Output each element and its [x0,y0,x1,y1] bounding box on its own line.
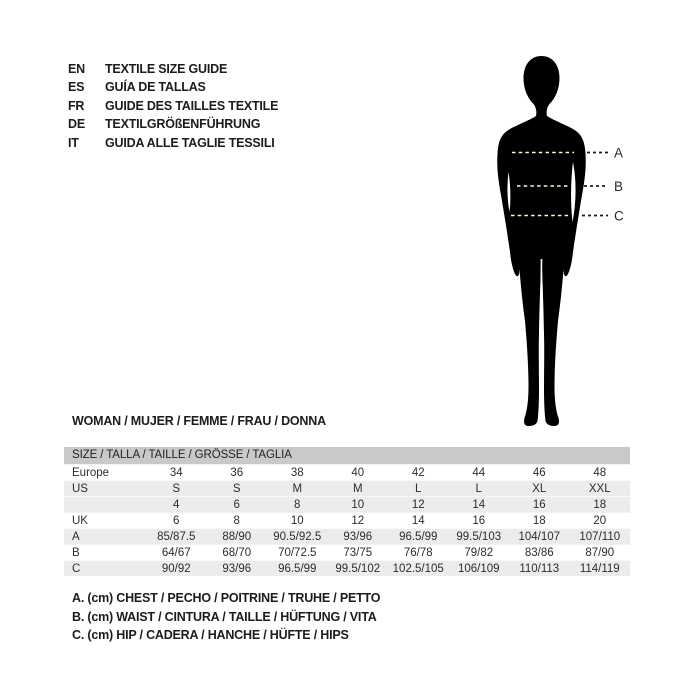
size-cell: S [172,483,181,495]
hip-marker-label: C [614,208,624,224]
legend-chest: A. (cm) CHEST / PECHO / POITRINE / TRUHE / PETTO [72,591,381,605]
language-row [68,134,278,152]
size-cell: 46 [532,467,546,479]
row-label: C [72,563,81,575]
size-cell: 42 [411,467,425,479]
size-cell: 14 [411,515,425,527]
size-cell: 76/78 [403,547,433,559]
size-cell: 106/109 [457,563,500,575]
size-cell: 12 [351,515,365,527]
size-cell: 87/90 [585,547,615,559]
size-cell: 6 [233,499,240,511]
size-cell: 96.5/99 [399,531,438,543]
row-label: US [72,483,88,495]
size-cell: 85/87.5 [157,531,196,543]
size-cell: 90.5/92.5 [273,531,322,543]
size-cell: 107/110 [579,531,621,543]
size-cell: 102.5/105 [392,563,444,575]
size-cell: 64/67 [161,547,191,559]
size-cell: M [352,483,363,495]
size-cell: 99.5/103 [456,531,502,543]
language-row [68,78,278,96]
legend-hip: C. (cm) HIP / CADERA / HANCHE / HÜFTE / HIPS [72,628,349,643]
table-row [64,464,630,480]
language-code: DE [68,117,85,132]
measurement-legend [72,589,380,645]
size-cell: 83/86 [524,547,554,559]
waist-marker-label: B [614,179,624,194]
size-cell: 40 [351,467,365,479]
row-label: Europe [72,467,110,479]
size-cell: 93/96 [222,563,252,575]
size-cell: 34 [169,467,183,479]
table-row [64,528,630,544]
size-cell: 20 [593,515,607,527]
size-cell: 6 [173,515,180,527]
row-label: UK [72,515,88,527]
size-cell: 114/119 [579,563,620,575]
size-cell: 90/92 [161,563,191,575]
size-cell: 73/75 [343,547,373,559]
size-cell: 16 [472,515,486,527]
size-cell: S [232,483,241,495]
size-cell: 88/90 [222,531,252,543]
chest-marker-label: A [614,145,624,161]
language-title: GUIDE DES TAILLES TEXTILE [105,98,279,113]
language-list [68,60,278,152]
size-cell: 68/70 [222,547,252,559]
size-table-header: SIZE / TALLA / TAILLE / GRÖSSE / TAGLIA [64,447,630,464]
size-table-body [64,464,630,576]
size-cell: 48 [593,467,607,479]
language-title: GUÍA DE TALLAS [105,80,206,95]
size-cell: 8 [294,499,301,511]
size-cell: 96.5/99 [278,563,317,575]
size-cell: 99.5/102 [335,563,381,575]
table-row [64,560,630,576]
size-cell: 16 [532,499,546,511]
row-label: A [72,531,80,543]
row-label: B [72,547,80,559]
size-cell: XXL [588,483,611,495]
size-cell: L [415,483,422,495]
table-row [64,496,630,512]
language-row [68,60,278,78]
size-cell: 8 [233,515,240,527]
size-cell: 18 [593,499,607,511]
size-cell: 93/96 [343,531,373,543]
size-cell: 4 [173,499,180,511]
language-code: EN [68,62,85,76]
size-cell: 14 [472,499,486,511]
size-cell: M [292,483,303,495]
size-cell: 110/113 [519,563,560,575]
language-row [68,97,278,115]
language-code: IT [68,135,79,150]
size-cell: 104/107 [518,531,561,543]
size-cell: 18 [532,515,546,527]
size-cell: XL [532,483,547,495]
size-table [64,447,630,576]
section-title-woman: WOMAN / MUJER / FEMME / FRAU / DONNA [72,414,326,428]
size-cell: 38 [290,467,304,479]
size-cell: L [475,483,482,495]
woman-silhouette-figure [480,50,650,435]
size-cell: 70/72.5 [278,547,317,559]
language-title: TEXTILE SIZE GUIDE [105,62,228,76]
size-cell: 36 [230,467,244,479]
size-cell: 12 [411,499,425,511]
table-row [64,544,630,560]
language-code: ES [68,80,85,95]
size-cell: 79/82 [464,547,494,559]
table-row [64,512,630,528]
size-cell: 10 [290,515,304,527]
language-code: FR [68,98,85,113]
size-cell: 10 [351,499,365,511]
table-row [64,480,630,496]
legend-waist: B. (cm) WAIST / CINTURA / TAILLE / HÜFTUNG / VITA [72,609,377,624]
language-title: GUIDA ALLE TAGLIE TESSILI [105,135,275,150]
language-title: TEXTILGRÖßENFÜHRUNG [105,117,261,132]
size-cell: 44 [472,467,486,479]
row-label [64,497,146,512]
language-row [68,115,278,133]
